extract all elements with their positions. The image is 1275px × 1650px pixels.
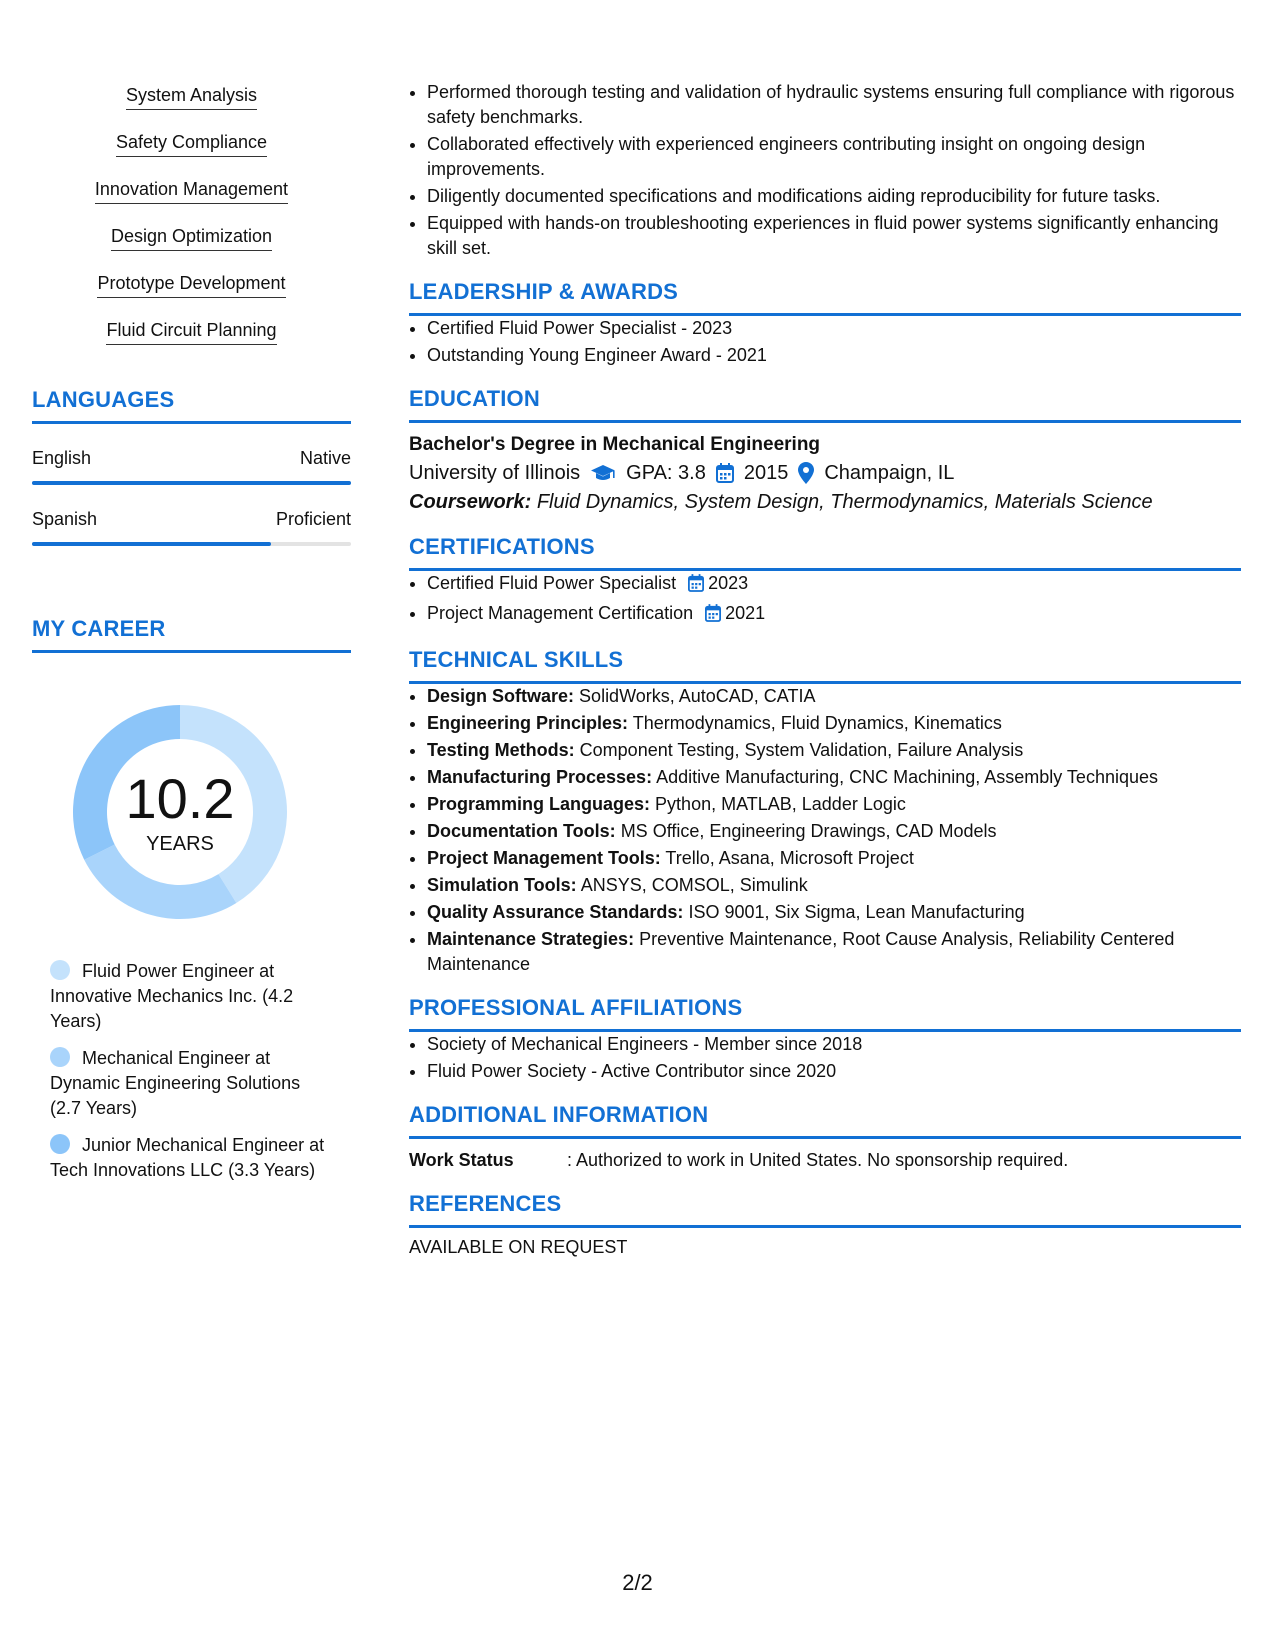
school-location: Champaign, IL — [824, 462, 955, 484]
leadership-section — [409, 279, 1241, 368]
technical-skill-item: • Maintenance Strategies: Preventive Maintenance, Root Cause Analysis, Reliability Centered Maintenance — [427, 927, 1241, 977]
legend-dot-icon — [50, 1047, 70, 1067]
technical-skill-item: • Manufacturing Processes: Additive Manufacturing, CNC Machining, Assembly Techniques — [427, 765, 1241, 790]
education-heading: EDUCATION — [409, 386, 1241, 423]
graduation-cap-icon — [590, 463, 616, 483]
technical-skills-section — [409, 647, 1241, 977]
additional-info-heading: ADDITIONAL INFORMATION — [409, 1102, 1241, 1139]
graduation-year: 2015 — [743, 462, 789, 484]
left-column — [32, 84, 351, 1195]
career-unit-label: YEARS — [146, 833, 214, 855]
career-total-years: 10.2 — [125, 767, 235, 830]
career-legend — [32, 959, 330, 1183]
right-column — [409, 80, 1241, 1258]
education-section — [409, 386, 1241, 516]
certification-year: 2023 — [708, 573, 749, 593]
language-proficiency-bar — [32, 542, 351, 546]
coursework: Coursework: Fluid Dynamics, System Design, Thermodynamics, Materials Science — [409, 491, 1153, 513]
career-heading: MY CAREER — [32, 616, 351, 653]
technical-skill-item: • Project Management Tools: Trello, Asana, Microsoft Project — [427, 846, 1241, 871]
certification-item: • Certified Fluid Power Specialist 2023 — [427, 571, 1241, 599]
education-details — [409, 458, 1241, 488]
career-legend-item: Fluid Power Engineer at Innovative Mechanics Inc. (4.2 Years) — [50, 961, 294, 1031]
skill-item: Design Optimization — [32, 225, 351, 251]
language-entry — [32, 448, 351, 485]
skill-item: System Analysis — [32, 84, 351, 110]
map-pin-icon — [798, 462, 814, 484]
work-status-label: Work Status — [409, 1150, 514, 1170]
award-item: • Outstanding Young Engineer Award - 2021 — [427, 343, 1241, 368]
certifications-heading: CERTIFICATIONS — [409, 534, 1241, 571]
technical-skill-item: • Quality Assurance Standards: ISO 9001, Six Sigma, Lean Manufacturing — [427, 900, 1241, 925]
language-level: Native — [299, 448, 351, 468]
leadership-heading: LEADERSHIP & AWARDS — [409, 279, 1241, 316]
experience-bullet: • Equipped with hands-on troubleshooting experiences in fluid power systems significantly enhancing skill set. — [427, 211, 1241, 261]
language-name: English — [32, 448, 92, 468]
skill-item: Safety Compliance — [32, 131, 351, 157]
work-status — [409, 1148, 1241, 1173]
technical-skills-heading: TECHNICAL SKILLS — [409, 647, 1241, 684]
skill-item: Innovation Management — [32, 178, 351, 204]
language-level: Proficient — [275, 509, 351, 529]
work-status-value: : Authorized to work in United States. No sponsorship required. — [567, 1150, 1069, 1170]
affiliations-heading: PROFESSIONAL AFFILIATIONS — [409, 995, 1241, 1032]
coursework-label: Coursework: — [409, 491, 532, 513]
technical-skill-item: • Documentation Tools: MS Office, Engineering Drawings, CAD Models — [427, 819, 1241, 844]
technical-skill-item: • Engineering Principles: Thermodynamics, Fluid Dynamics, Kinematics — [427, 711, 1241, 736]
technical-skill-item: • Testing Methods: Component Testing, System Validation, Failure Analysis — [427, 738, 1241, 763]
language-entry — [32, 509, 351, 546]
references-section — [409, 1191, 1241, 1258]
affiliations-section — [409, 995, 1241, 1084]
language-proficiency-bar — [32, 481, 351, 485]
school-name: University of Illinois — [409, 462, 581, 484]
technical-skill-item: • Simulation Tools: ANSYS, COMSOL, Simulink — [427, 873, 1241, 898]
language-name: Spanish — [32, 509, 98, 529]
additional-info-section — [409, 1102, 1241, 1173]
experience-bullet: • Diligently documented specifications and modifications aiding reproducibility for future tasks. — [427, 184, 1241, 209]
award-item: • Certified Fluid Power Specialist - 2023 — [427, 316, 1241, 341]
skill-item: Prototype Development — [32, 272, 351, 298]
experience-bullets — [409, 80, 1241, 261]
legend-dot-icon — [50, 960, 70, 980]
language-proficiency-fill — [32, 542, 271, 546]
certifications-section — [409, 534, 1241, 629]
certification-year: 2021 — [725, 603, 766, 623]
skills-list — [32, 84, 351, 345]
affiliation-item: • Society of Mechanical Engineers - Member since 2018 — [427, 1032, 1241, 1057]
references-heading: REFERENCES — [409, 1191, 1241, 1228]
calendar-icon — [705, 604, 721, 629]
career-legend-item: Mechanical Engineer at Dynamic Engineering Solutions (2.7 Years) — [50, 1048, 301, 1118]
experience-bullet: • Collaborated effectively with experienced engineers contributing insight on ongoing design improvements. — [427, 132, 1241, 182]
calendar-icon — [716, 463, 734, 483]
experience-bullet: • Performed thorough testing and validation of hydraulic systems ensuring full compliance with rigorous safety benchmarks. — [427, 80, 1241, 130]
affiliation-item: • Fluid Power Society - Active Contributor since 2020 — [427, 1059, 1241, 1084]
career-donut-chart — [65, 697, 295, 927]
technical-skill-item: • Design Software: SolidWorks, AutoCAD, CATIA — [427, 684, 1241, 709]
certification-item: • Project Management Certification 2021 — [427, 601, 1241, 629]
calendar-icon — [688, 574, 704, 599]
degree-title: Bachelor's Degree in Mechanical Engineering — [409, 434, 821, 455]
career-legend-item: Junior Mechanical Engineer at Tech Innovations LLC (3.3 Years) — [50, 1135, 325, 1180]
page-number: 2/2 — [622, 1570, 653, 1595]
technical-skill-item: • Programming Languages: Python, MATLAB, Ladder Logic — [427, 792, 1241, 817]
legend-dot-icon — [50, 1134, 70, 1154]
languages-heading: LANGUAGES — [32, 387, 351, 424]
language-proficiency-fill — [32, 481, 351, 485]
skill-item: Fluid Circuit Planning — [32, 319, 351, 345]
references-text: AVAILABLE ON REQUEST — [409, 1237, 628, 1257]
gpa: GPA: 3.8 — [626, 462, 706, 484]
